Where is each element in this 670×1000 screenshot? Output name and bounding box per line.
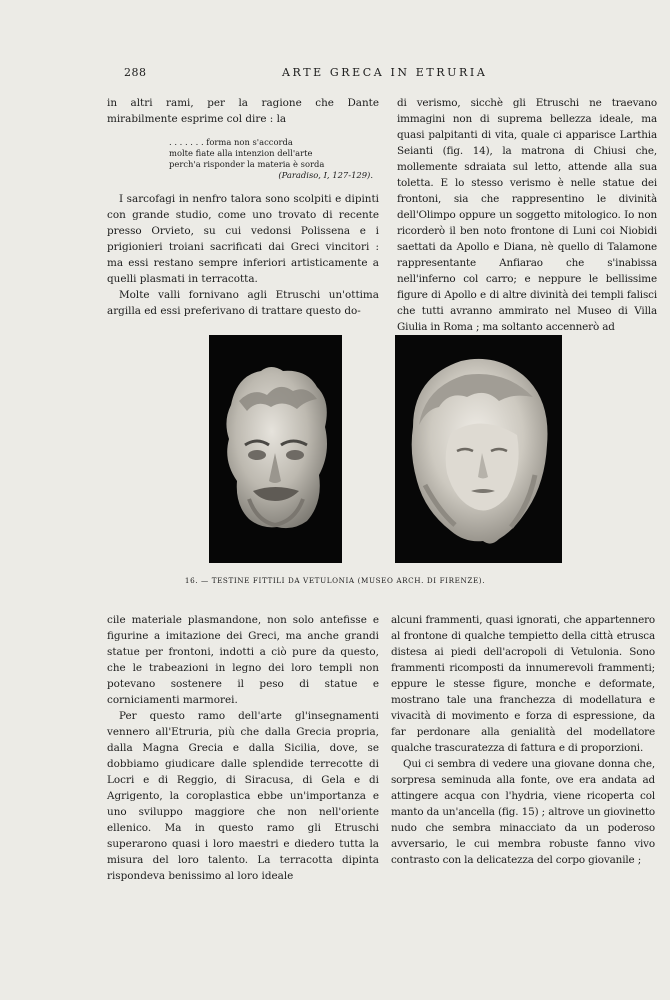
- quote-line: molte fiate alla intenzion dell'arte: [169, 148, 313, 158]
- female-head-image: [395, 335, 562, 563]
- photo-bearded-terracotta-head: [209, 335, 342, 563]
- paragraph: alcuni frammenti, quasi ignorati, che appartennero al frontone di qualche tempietto della città etrusca distesa ai piedi dell'acropoli di Vetulonia. Sono frammenti ricomposti da innumerevoli frammenti; eppure le stesse figure, monche e deformate, mostrano tale una franchezza di modellatura e vivacità di movimento e forza di espressione, da far perdonare alla genialità del modellatore qualche trascuratezza di fattura e di proporzioni.: [391, 614, 655, 754]
- bearded-head-image: [209, 335, 342, 563]
- column-top-right: [397, 95, 657, 335]
- running-header: [0, 66, 670, 82]
- paragraph: Qui ci sembra di vedere una giovane donna che, sorpresa seminuda alla fonte, ove era andata ad attingere acqua con l'hydria, viene ricoperta col manto da un'ancella (fig. 15) ; altrove un giovinetto nudo che sembra minacciato da un poderoso avversario, le cui membra robuste fanno vivo contrasto con la delicatezza del corpo giovanile ;: [391, 758, 655, 866]
- paragraph: I sarcofagi in nenfro talora sono scolpiti e dipinti con grande studio, come uno trovato di recente presso Orvieto, su cui vedonsi Polissena e i prigionieri troiani sacrificati dai Greci vincitori : ma essi restano sempre inferiori artisticamente a quelli plasmati in terracotta.: [107, 193, 379, 285]
- quote-line: perch'a risponder la materia è sorda: [169, 159, 325, 169]
- dante-quotation: [169, 137, 379, 181]
- page-number: 288: [124, 66, 147, 79]
- column-bottom-left: [107, 612, 379, 884]
- quote-citation: (Paradiso, I, 127-129).: [278, 170, 373, 180]
- paragraph: Molte valli fornivano agli Etruschi un'ottima argilla ed essi preferivano di trattare questo do-: [107, 289, 379, 317]
- paragraph: cile materiale plasmandone, non solo antefisse e figurine a imitazione dei Greci, ma anche grandi statue per frontoni, indotti a ciò pure da questo, che le trabeazioni in legno dei loro templi non potevano sostenere il peso di statue e corniciamenti marmorei.: [107, 614, 379, 706]
- photo-female-terracotta-head: [395, 335, 562, 563]
- column-bottom-right: [391, 612, 655, 868]
- figure-caption: 16. — TESTINE FITTILI DA VETULONIA (MUSEO ARCH. DI FIRENZE).: [184, 576, 486, 585]
- paragraph: in altri rami, per la ragione che Dante mirabilmente esprime col dire : la: [107, 97, 379, 125]
- paragraph: Per questo ramo dell'arte gl'insegnamenti vennero all'Etruria, più che dalla Grecia propria, dalla Magna Grecia e dalla Sicilia, dove, se dobbiamo giudicare dalle splendide terrecotte di Locri e di Reggio, di Siracusa, di Gela e di Agrigento, la coroplastica ebbe un'importanza e uno sviluppo maggiore che non nell'oriente ellenico. Ma in questo ramo gli Etruschi superarono quasi i loro maestri e diedero tutta la misura del loro talento. La terracotta dipinta rispondeva benissimo al loro ideale: [107, 710, 379, 882]
- running-title: ARTE GRECA IN ETRURIA: [282, 66, 488, 79]
- paragraph: di verismo, sicchè gli Etruschi ne traevano immagini non di suprema bellezza ideale, ma quasi palpitanti di vita, quale ci apparisce Larthia Seianti (fig. 14), la matrona di Chiusi che, mollemente sdraiata sul letto, attende alla sua toletta. E lo stesso verismo è nelle statue dei frontoni, sia che rappresentino le divinità dell'Olimpo oppure un soggetto mitologico. Io non ricorderò il ben noto frontone di Luni coi Niobidi saettati da Apollo e Diana, nè quello di Talamone rappresentante Anfiarao che s'inabissa nell'inferno col carro; e neppure le bellissime figure di Apollo e di altre divinità dei templi falisci che tutti avranno ammirato nel Museo di Villa Giulia in Roma ; ma soltanto accennerò ad: [397, 97, 657, 333]
- column-top-left: [107, 95, 379, 319]
- quote-line: . . . . . . . forma non s'accorda: [169, 137, 293, 147]
